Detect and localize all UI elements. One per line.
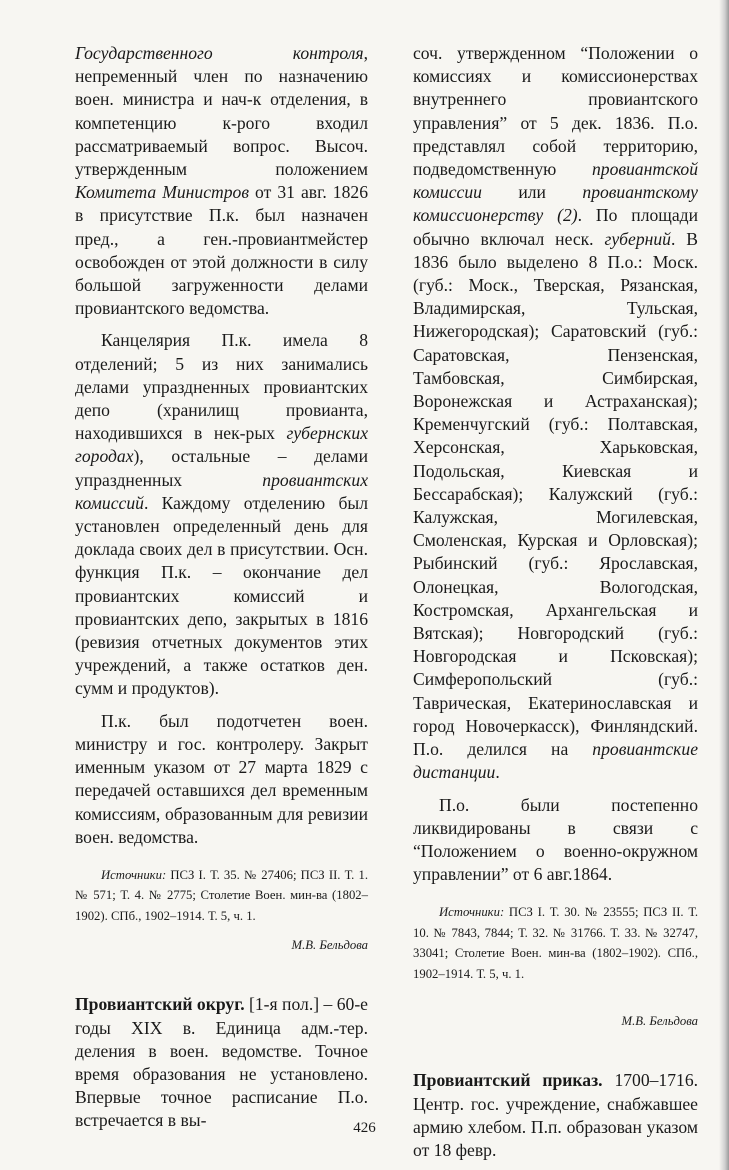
sources-label: Источники: <box>439 905 505 920</box>
page-edge-shadow <box>719 0 729 1170</box>
sources-label: Источники: <box>101 867 167 882</box>
entry-title: Провиантский приказ. <box>413 1070 603 1091</box>
term-link: Комитета Министров <box>75 182 249 203</box>
right-author: М.В. Бельдова <box>621 1014 698 1029</box>
entry-heading-prikaz: Провиантский приказ. 1700–1716. Центр. гос. учреждение, снабжавшее армию хлебом. П.п. образован указом от 18 февр. <box>413 1070 699 1160</box>
entry-heading-okrug: Провиантский округ. [1-я пол.] – 60-е годы XIX в. Единица адм.-тер. деления в воен. ведомстве. Точное время образования не установлено. Впервые точное расписание П.о. встречается в вы- <box>75 994 368 1131</box>
term-link: Государственного контроля <box>75 43 364 63</box>
term-link: губернских городах <box>75 423 368 467</box>
left-paragraph-2: Канцелярия П.к. имела 8 отделений; 5 из них занимались делами упраздненных провиантских депо (хранилищ провианта, находившихся в нек-рых губернских городах), остальные – делами упраздненных провиантских комиссий. Каждому отделению был установлен определенный день для доклада своих дел в присутствии. Осн. функция П.к. – окончание дел провиантских комиссий и провиантских депо, закрытых в 1816 (ревизия отчетных документов этих учреждений, а также остатков ден. сумм и продуктов). <box>75 330 368 699</box>
left-paragraph-1: Государственного контроля, непременный член по назначению воен. министра и нач-к отделения, в компетенцию к-рого входил рассматриваемый вопрос. Высоч. утвержденным положением Комитета Министров от 31 авг. 1826 в присутствие П.к. был назначен пред., а ген.-провиантмейстер освобожден от этой должности в силу большой загруженности делами провиантского ведомства. <box>75 43 368 319</box>
left-paragraph-3: П.к. был подотчетен воен. министру и гос. контролеру. Закрыт именным указом от 27 марта 1829 с передачей оставшихся дел временным комиссиям, образованным для ревизии воен. ведомства. <box>75 710 368 847</box>
left-column <box>75 42 368 1133</box>
term-link: провиантские дистанции <box>413 739 698 783</box>
term-link: губерний <box>604 228 671 249</box>
left-sources: Источники: ПСЗ I. Т. 35. № 27406; ПСЗ II. Т. 1. № 571; Т. 4. № 2775; Столетие Воен. мин-ва (1802–1902). СПб., 1902–1914. Т. 5, ч. 1. <box>75 867 368 923</box>
term-link: провиантских комиссий <box>75 469 368 513</box>
page-number: 426 <box>353 1120 376 1136</box>
left-author: М.В. Бельдова <box>291 938 368 953</box>
right-paragraph-2: П.о. были постепенно ликвидированы в связи с “Положением о военно-окружном управлении” от 6 авг.1864. <box>413 794 698 885</box>
right-column <box>413 42 698 1162</box>
term-link: провиантскому комиссионерству (2) <box>413 182 698 226</box>
right-paragraph-1: соч. утвержденном “Положении о комиссиях и комиссионерствах внутреннего провиантского управления” от 5 дек. 1836. П.о. представлял собой территорию, подведомственную провиантской комиссии или провиантскому комиссионерству (2). По площади обычно включал неск. губерний. В 1836 было выделено 8 П.о.: Моск. (губ.: Моск., Тверская, Рязанская, Владимирская, Тульская, Нижегородская); Саратовский (губ.: Саратовская, Пензенская, Тамбовская, Симбирская, Воронежская и Астраханская); Кременчугский (губ.: Полтавская, Херсонская, Харьковская, Подольская, Киевская и Бессарабская); Калужский (губ.: Калужская, Могилевская, Смоленская, Курская и Орловская); Рыбинский (губ.: Ярославская, Олонецкая, Вологодская, Костромская, Архангельская и Вятская); Новгородский (губ.: Новгородская и Псковская); Симферопольский (губ.: Таврическая, Екатеринославская и город Новочеркасск), Финляндский. П.о. делился на провиантские дистанции. <box>413 43 698 783</box>
right-sources: Источники: ПСЗ I. Т. 30. № 23555; ПСЗ II. Т. 10. № 7843, 7844; Т. 32. № 31766. Т. 33. № 32747, 33041; Столетие Воен. мин-ва (1802–1902). СПб., 1902–1914. Т. 5, ч. 1. <box>413 905 698 981</box>
entry-title: Провиантский округ. <box>75 994 245 1015</box>
term-link: провиантской комиссии <box>413 159 698 203</box>
